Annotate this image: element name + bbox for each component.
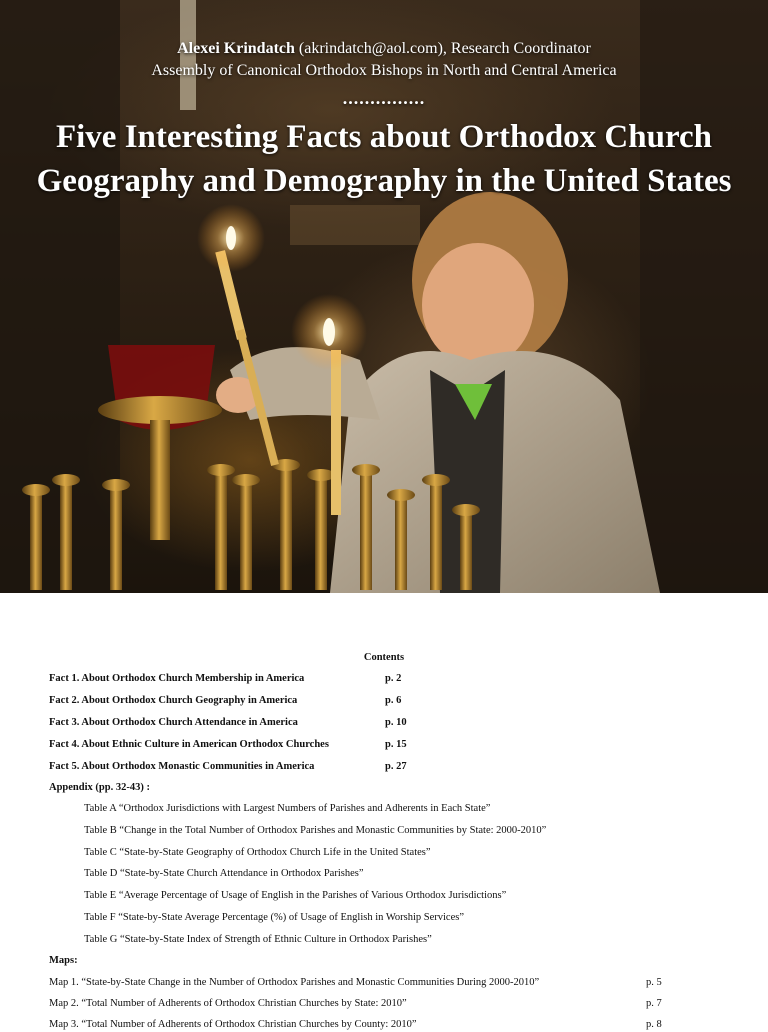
toc-fact-5[interactable] xyxy=(49,760,407,774)
toc-fact-label: Fact 4. About Ethnic Culture in American Orthodox Churches xyxy=(49,739,329,750)
toc-map-3[interactable] xyxy=(49,1018,669,1032)
author-detail: (akrindatch@aol.com), Research Coordinator xyxy=(294,40,591,57)
appendix-label: Appendix (pp. 32-43) : xyxy=(49,782,150,793)
toc-map-page: p. 7 xyxy=(646,998,662,1009)
toc-table-a[interactable]: Table A “Orthodox Jurisdictions with Largest Numbers of Parishes and Adherents in Each State” xyxy=(84,803,491,814)
toc-table-c[interactable]: Table C “State-by-State Geography of Orthodox Church Life in the United States” xyxy=(84,847,431,858)
document-title-line-1: Five Interesting Facts about Orthodox Church xyxy=(55,119,713,155)
toc-table-f[interactable]: Table F “State-by-State Average Percentage (%) of Usage of English in Worship Services” xyxy=(84,912,464,923)
toc-map-page: p. 8 xyxy=(646,1019,662,1030)
toc-fact-page: p. 15 xyxy=(385,739,407,750)
dotted-separator: ............... xyxy=(342,88,426,108)
toc-map-1[interactable] xyxy=(49,976,669,990)
toc-fact-label: Fact 2. About Orthodox Church Geography in America xyxy=(49,695,298,706)
toc-fact-label: Fact 3. About Orthodox Church Attendance in America xyxy=(49,717,298,728)
toc-table-g[interactable]: Table G “State-by-State Index of Strength of Ethnic Culture in Orthodox Parishes” xyxy=(84,934,432,945)
toc-map-2[interactable] xyxy=(49,997,669,1011)
toc-fact-page: p. 10 xyxy=(385,717,407,728)
organization: Assembly of Canonical Orthodox Bishops in North and Central America xyxy=(151,62,617,79)
toc-fact-2[interactable] xyxy=(49,694,402,708)
toc-table-d[interactable]: Table D “State-by-State Church Attendance in Orthodox Parishes” xyxy=(84,868,364,879)
contents-heading: Contents xyxy=(363,652,405,663)
author-name: Alexei Krindatch xyxy=(177,40,295,57)
toc-fact-1[interactable] xyxy=(49,672,402,686)
toc-table-b[interactable]: Table B “Change in the Total Number of Orthodox Parishes and Monastic Communities by State: 2000-2010” xyxy=(84,825,547,836)
toc-table-e[interactable]: Table E “Average Percentage of Usage of English in the Parishes of Various Orthodox Jurisdictions” xyxy=(84,890,507,901)
maps-label: Maps: xyxy=(49,955,78,966)
toc-map-label: Map 3. “Total Number of Adherents of Orthodox Christian Churches by County: 2010” xyxy=(49,1019,417,1030)
toc-fact-4[interactable] xyxy=(49,738,407,752)
toc-fact-page: p. 27 xyxy=(385,761,407,772)
toc-fact-label: Fact 5. About Orthodox Monastic Communities in America xyxy=(49,761,315,772)
table-of-contents xyxy=(0,593,768,1030)
toc-map-page: p. 5 xyxy=(646,977,662,988)
toc-fact-3[interactable] xyxy=(49,716,407,730)
toc-fact-page: p. 6 xyxy=(385,695,402,706)
toc-map-label: Map 1. “State-by-State Change in the Number of Orthodox Parishes and Monastic Communities During 2000-2010” xyxy=(49,977,540,988)
toc-map-label: Map 2. “Total Number of Adherents of Orthodox Christian Churches by State: 2010” xyxy=(49,998,407,1009)
toc-fact-page: p. 2 xyxy=(385,673,402,684)
author-line xyxy=(0,40,768,58)
toc-fact-label: Fact 1. About Orthodox Church Membership in America xyxy=(49,673,305,684)
document-title-line-2: Geography and Demography in the United States xyxy=(36,163,732,199)
